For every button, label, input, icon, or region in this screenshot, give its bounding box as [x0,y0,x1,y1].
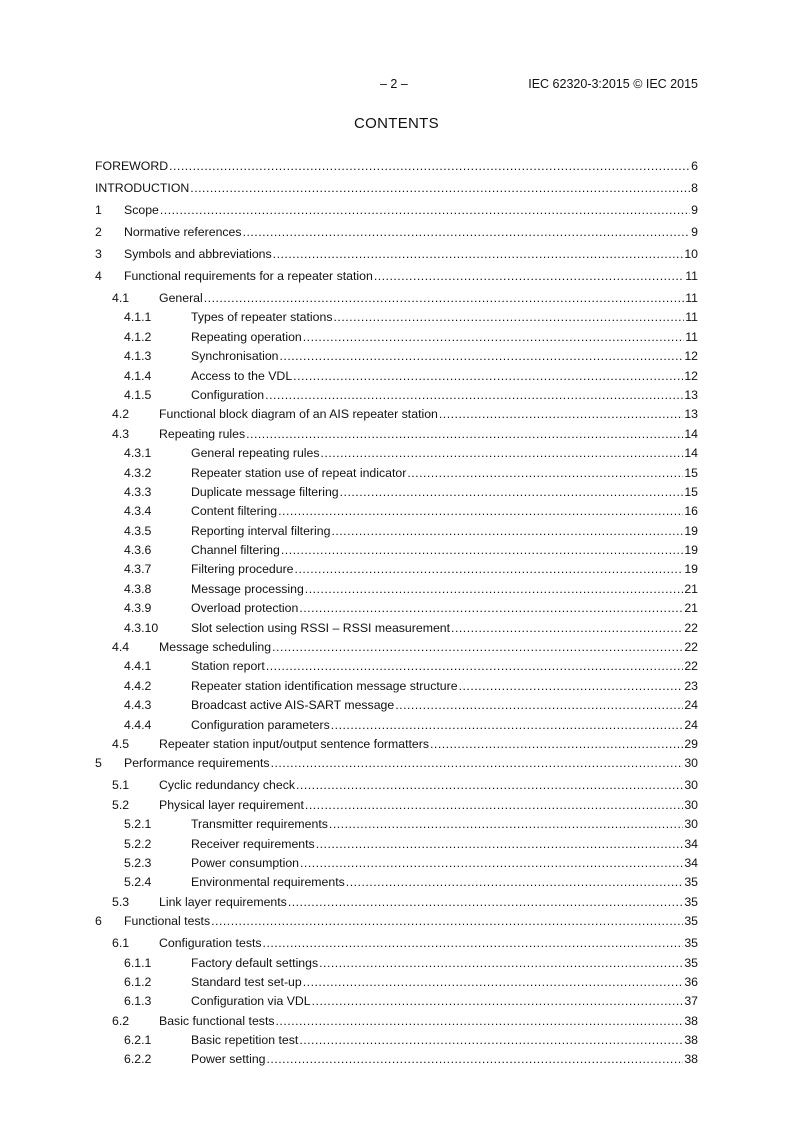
toc-leader-dots [288,895,684,909]
toc-entry-page: 30 [684,797,698,812]
toc-entry-page: 34 [684,855,698,870]
toc-leader-dots [334,310,685,324]
contents-title: CONTENTS [354,115,439,132]
toc-entry-title: Configuration via VDL [191,994,311,1009]
toc-entry[interactable] [95,718,698,737]
toc-entry[interactable] [95,504,698,523]
toc-entry[interactable] [95,225,698,247]
toc-entry-page: 19 [684,523,698,538]
toc-entry-page: 15 [684,484,698,499]
toc-entry-title: Standard test set-up [191,974,302,989]
toc-entry-number: 4.3.9 [124,601,152,616]
toc-entry[interactable] [95,895,698,914]
toc-entry-title: Content filtering [191,504,278,519]
toc-leader-dots [407,466,683,480]
toc-leader-dots [296,778,683,792]
toc-entry[interactable] [95,543,698,562]
toc-entry-page: 11 [685,291,698,305]
toc-entry[interactable] [95,798,698,817]
toc-leader-dots [273,247,684,261]
toc-entry-number: 4.4.2 [124,678,152,693]
toc-entry[interactable] [95,181,698,203]
toc-leader-dots [329,817,683,831]
toc-entry-number: 4.1.1 [124,310,152,325]
toc-entry[interactable] [95,640,698,659]
toc-entry-title: Environmental requirements [191,875,345,890]
toc-entry-number: 4.1 [112,291,130,305]
toc-entry[interactable] [95,601,698,620]
toc-entry-number: 4.3.4 [124,504,152,519]
toc-leader-dots [243,225,691,239]
toc-entry-title: Power consumption [191,855,299,870]
toc-entry-title: Basic functional tests [159,1013,275,1028]
toc-leader-dots [280,349,684,363]
toc-entry-number: 6.1 [112,936,130,951]
toc-entry[interactable] [95,914,698,936]
toc-entry-page: 38 [684,1052,698,1067]
toc-entry-page: 11 [685,329,698,344]
toc-entry-title: Functional requirements for a repeater station [124,269,373,283]
toc-entry-title: Message processing [191,581,304,596]
toc-entry-number: 4.3.2 [124,465,152,480]
toc-leader-dots [312,994,684,1008]
toc-entry-title: Repeating operation [191,329,302,344]
toc-entry-title: Types of repeater stations [191,310,333,325]
toc-entry-title: Scope [124,203,159,217]
toc-entry-number: 5.2.3 [124,855,152,870]
toc-entry[interactable] [95,679,698,698]
toc-leader-dots [278,504,683,518]
toc-entry-number: 4.5 [112,736,130,751]
toc-entry-title: Repeater station identification message structure [191,678,458,693]
toc-entry-number: 4.3.7 [124,562,152,577]
toc-leader-dots [293,369,683,383]
toc-entry-page: 19 [684,562,698,577]
toc-entry-number: 4.3.5 [124,523,152,538]
toc-entry-number: 4.4.3 [124,698,152,713]
toc-entry-page: 22 [684,620,698,635]
toc-entry-number: 6.1.3 [124,994,152,1009]
toc-entry-page: 35 [684,875,698,890]
toc-entry[interactable] [95,407,698,426]
toc-entry[interactable] [95,466,698,485]
toc-entry-number: 4.3.6 [124,543,152,558]
toc-leader-dots [276,1014,684,1028]
toc-entry-page: 13 [684,407,698,422]
toc-leader-dots [204,291,684,305]
toc-entry-page: 35 [684,955,698,970]
toc-leader-dots [265,388,683,402]
toc-entry-number: 5.2 [112,797,130,812]
toc-entry-page: 12 [684,368,698,383]
toc-entry-page: 36 [684,974,698,989]
toc-entry-title: Configuration [191,387,265,402]
toc-entry-page: 29 [684,736,698,751]
toc-entry-number: 4.4.4 [124,717,152,732]
toc-entry[interactable] [95,485,698,504]
toc-entry[interactable] [95,837,698,856]
toc-leader-dots [169,159,690,173]
toc-entry[interactable] [95,875,698,894]
toc-entry-title: Channel filtering [191,543,280,558]
toc-entry[interactable] [95,582,698,601]
toc-entry[interactable] [95,159,698,181]
toc-entry[interactable] [95,269,698,291]
toc-leader-dots [321,446,684,460]
toc-entry[interactable] [95,1014,698,1033]
toc-entry-title: Performance requirements [124,756,270,771]
toc-entry[interactable] [95,369,698,388]
toc-leader-dots [300,856,683,870]
toc-entry-page: 35 [684,894,698,909]
toc-entry-number: 4.1.2 [124,329,152,344]
toc-leader-dots [303,330,684,344]
toc-entry-page: 16 [684,504,698,519]
toc-leader-dots [331,718,684,732]
toc-entry-page: 15 [684,465,698,480]
table-of-contents [95,159,698,1072]
toc-entry[interactable] [95,975,698,994]
toc-entry-title: Configuration tests [159,936,262,951]
toc-leader-dots [299,1033,683,1047]
toc-entry-number: 6.2.2 [124,1052,152,1067]
toc-entry-title: FOREWORD [95,159,169,173]
toc-entry-page: 30 [684,817,698,832]
toc-entry[interactable] [95,956,698,975]
toc-entry[interactable] [95,856,698,875]
toc-entry-number: 4.1.5 [124,387,152,402]
toc-entry-title: Symbols and abbreviations [124,247,272,261]
toc-entry-title: Physical layer requirement [159,797,304,812]
toc-leader-dots [299,601,683,615]
toc-entry-number: 4 [95,269,102,283]
toc-entry-page: 24 [684,717,698,732]
toc-entry[interactable] [95,737,698,756]
toc-entry-title: Factory default settings [191,955,319,970]
toc-leader-dots [305,798,683,812]
toc-entry[interactable] [95,936,698,955]
toc-entry[interactable] [95,698,698,717]
toc-entry-number: 5.2.2 [124,836,152,851]
toc-entry-number: 4.3.8 [124,581,152,596]
toc-entry-page: 24 [684,698,698,713]
toc-leader-dots [395,698,683,712]
toc-entry[interactable] [95,330,698,349]
toc-entry-title: Access to the VDL [191,368,293,383]
toc-entry-number: 5.2.1 [124,817,152,832]
toc-entry[interactable] [95,659,698,678]
toc-entry-page: 30 [684,756,698,771]
toc-entry-page: 12 [684,349,698,364]
toc-entry-number: 1 [95,203,102,217]
toc-entry-page: 14 [684,426,698,441]
toc-leader-dots [211,914,683,928]
page-number: – 2 – [380,77,408,91]
toc-entry[interactable] [95,388,698,407]
toc-entry-number: 6.2 [112,1013,130,1028]
toc-leader-dots [305,582,684,596]
toc-entry-number: 6.2.1 [124,1033,152,1048]
toc-entry-title: Cyclic redundancy check [159,778,296,793]
document-id: IEC 62320-3:2015 © IEC 2015 [528,77,698,91]
toc-entry[interactable] [95,291,698,310]
toc-leader-dots [271,756,684,770]
toc-entry[interactable] [95,778,698,797]
toc-entry-title: Station report [191,659,265,674]
toc-entry-page: 35 [684,936,698,951]
toc-entry[interactable] [95,349,698,368]
toc-leader-dots [267,1052,684,1066]
toc-leader-dots [319,956,683,970]
toc-entry-title: Repeater station use of repeat indicator [191,465,407,480]
toc-entry-number: 2 [95,225,102,239]
toc-entry-page: 23 [684,678,698,693]
toc-leader-dots [331,524,683,538]
toc-entry-page: 38 [684,1013,698,1028]
toc-entry-number: 5.2.4 [124,875,152,890]
toc-entry-page: 11 [685,310,698,325]
toc-entry-title: Receiver requirements [191,836,315,851]
toc-leader-dots [374,269,684,283]
toc-leader-dots [263,936,684,950]
toc-entry-page: 11 [685,269,698,283]
toc-entry-page: 8 [691,181,698,195]
toc-entry[interactable] [95,247,698,269]
toc-leader-dots [346,875,684,889]
toc-entry-number: 4.4 [112,640,130,655]
toc-entry-page: 37 [684,994,698,1009]
toc-leader-dots [430,737,683,751]
toc-entry-title: Configuration parameters [191,717,330,732]
toc-entry[interactable] [95,756,698,778]
toc-entry-title: Functional block diagram of an AIS repeater station [159,407,438,422]
toc-entry-number: 5 [95,756,102,771]
toc-entry-number: 5.1 [112,778,130,793]
toc-entry-number: 6.1.1 [124,955,152,970]
toc-entry-title: Link layer requirements [159,894,287,909]
toc-leader-dots [303,975,684,989]
toc-entry-page: 14 [684,446,698,461]
toc-entry-page: 38 [684,1033,698,1048]
toc-entry-title: Synchronisation [191,349,279,364]
toc-entry-title: Broadcast active AIS-SART message [191,698,395,713]
toc-leader-dots [281,543,683,557]
toc-entry-page: 22 [684,640,698,655]
toc-entry-title: Repeater station input/output sentence formatters [159,736,430,751]
toc-entry-title: Basic repetition test [191,1033,299,1048]
toc-leader-dots [340,485,684,499]
toc-entry[interactable] [95,524,698,543]
toc-leader-dots [295,562,684,576]
toc-leader-dots [246,427,683,441]
toc-entry-page: 30 [684,778,698,793]
toc-entry-title: Duplicate message filtering [191,484,339,499]
toc-leader-dots [272,640,683,654]
toc-entry-page: 35 [684,914,698,929]
toc-leader-dots [190,181,690,195]
toc-entry-page: 13 [684,387,698,402]
toc-entry[interactable] [95,1033,698,1052]
toc-entry[interactable] [95,446,698,465]
toc-entry-page: 21 [684,601,698,616]
toc-entry-page: 6 [691,159,698,173]
toc-entry-title: General repeating rules [191,446,320,461]
toc-leader-dots [439,407,683,421]
toc-entry-title: Transmitter requirements [191,817,328,832]
toc-entry-page: 9 [691,203,698,217]
toc-entry-number: 4.3.10 [124,620,159,635]
toc-entry[interactable] [95,310,698,329]
toc-leader-dots [459,679,684,693]
toc-entry-page: 21 [684,581,698,596]
toc-entry[interactable] [95,427,698,446]
toc-entry-title: Reporting interval filtering [191,523,331,538]
toc-entry[interactable] [95,1052,698,1071]
toc-entry-page: 34 [684,836,698,851]
toc-entry-number: 3 [95,247,102,261]
toc-leader-dots [451,621,683,635]
toc-entry-page: 22 [684,659,698,674]
toc-entry-number: 5.3 [112,894,130,909]
toc-entry-title: Filtering procedure [191,562,294,577]
toc-entry-page: 10 [684,247,698,261]
toc-entry-number: 4.3.1 [124,446,152,461]
toc-entry-title: Message scheduling [159,640,272,655]
toc-entry-title: Slot selection using RSSI – RSSI measurement [191,620,451,635]
toc-entry-title: Functional tests [124,914,211,929]
toc-entry-title: General [159,291,203,305]
toc-entry[interactable] [95,203,698,225]
toc-entry-number: 4.4.1 [124,659,152,674]
toc-entry-title: Repeating rules [159,426,246,441]
toc-entry-number: 4.3.3 [124,484,152,499]
toc-entry-number: 6.1.2 [124,974,152,989]
toc-entry[interactable] [95,621,698,640]
toc-entry-title: Normative references [124,225,242,239]
toc-entry[interactable] [95,817,698,836]
toc-entry-title: INTRODUCTION [95,181,190,195]
toc-entry-title: Overload protection [191,601,299,616]
toc-entry-number: 6 [95,914,102,929]
toc-entry[interactable] [95,562,698,581]
toc-entry-number: 4.1.3 [124,349,152,364]
toc-entry-page: 9 [691,225,698,239]
toc-entry-number: 4.3 [112,426,130,441]
toc-entry[interactable] [95,994,698,1013]
toc-entry-number: 4.1.4 [124,368,152,383]
toc-entry-number: 4.2 [112,407,130,422]
toc-entry-title: Power setting [191,1052,266,1067]
toc-leader-dots [316,837,684,851]
toc-entry-page: 19 [684,543,698,558]
toc-leader-dots [160,203,690,217]
toc-leader-dots [266,659,683,673]
